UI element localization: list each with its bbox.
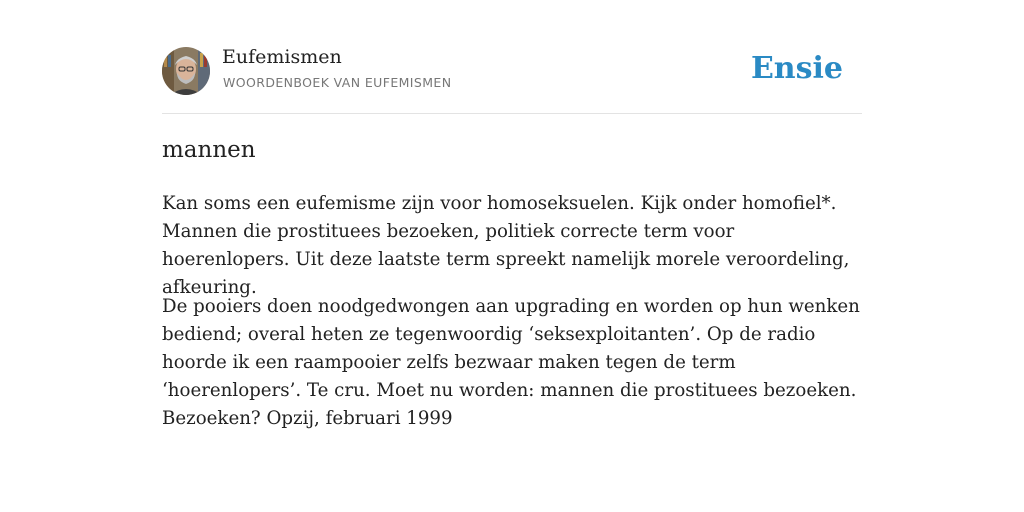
definition-paragraph-2: De pooiers doen noodgedwongen aan upgrading en worden op hun wenken bediend; overal heten ze tegenwoordig ‘seksexploitanten’. Op de radio hoorde ik een raampooier zelfs bezwaar maken tegen de term ‘hoerenlopers’. Te cru. Moet nu worden: mannen die prostituees bezoeken. Bezoeken? Opzij, februari 1999 [162,296,860,429]
source-header [162,0,862,114]
avatar-image [162,47,210,95]
source-title[interactable]: Eufemismen [222,46,342,68]
source-subtitle: WOORDENBOEK VAN EUFEMISMEN [223,75,452,90]
definition-paragraph-1: Kan soms een eufemisme zijn voor homoseksuelen. Kijk onder homofiel*. Mannen die prostituees bezoeken, politiek correcte term voor hoerenlopers. Uit deze laatste term spreekt namelijk morele veroordeling, afkeuring. [162,193,850,298]
page-container [162,0,862,429]
author-avatar-icon[interactable] [162,47,210,95]
entry-term: mannen [162,137,256,163]
ensie-logo-link[interactable]: Ensie [750,51,843,86]
